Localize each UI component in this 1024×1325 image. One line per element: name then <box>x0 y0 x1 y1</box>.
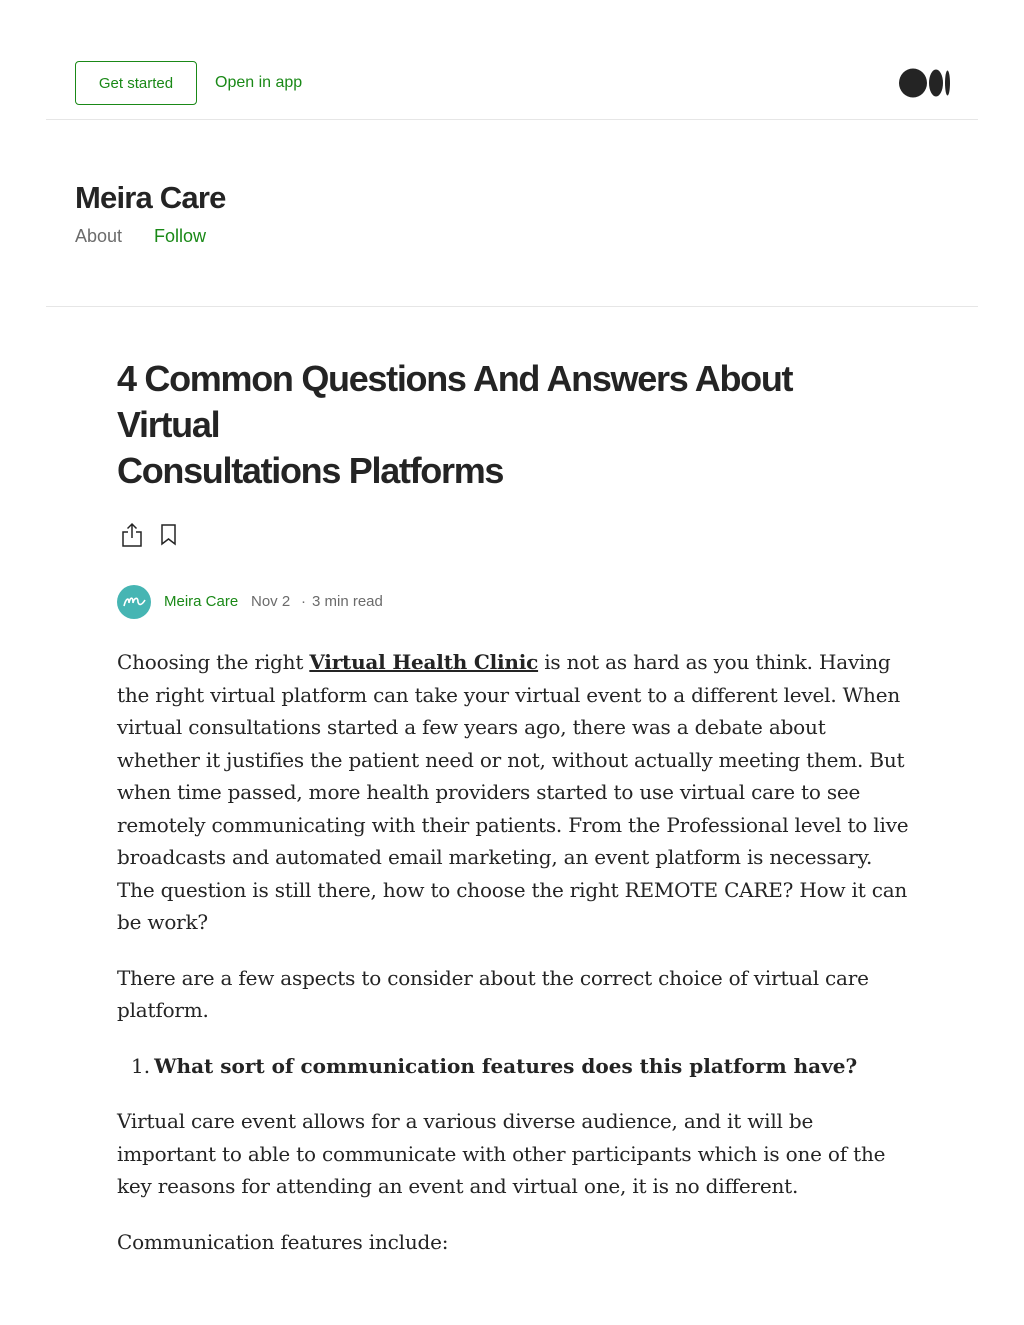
avatar-logo-icon <box>117 585 151 619</box>
paragraph-text: is not as hard as you think. Having the right virtual platform can take your virtual event to a different level. When virtual consultations started a few years ago, there was a debate about whether it justifies the patient need or not, without actually meeting them. But when time passed, more health providers started to use virtual care to see remotely communicating with their patients. From the Professional level to live broadcasts and automated email marketing, an event platform is necessary. The question is still there, how to choose the right REMOTE CARE? How it can be work? <box>117 650 909 934</box>
open-in-app-link[interactable]: Open in app <box>215 74 303 91</box>
article-title <box>117 356 912 494</box>
paragraph-text: Choosing the right <box>117 650 310 674</box>
article-title-line: Virtual <box>117 404 220 445</box>
virtual-health-clinic-link[interactable]: Virtual Health Clinic <box>309 650 539 674</box>
list-item-text: What sort of communication features does this platform have? <box>154 1053 858 1078</box>
list-item-number: 1. <box>131 1053 151 1078</box>
numbered-list <box>131 1050 912 1083</box>
article-header <box>117 356 912 494</box>
article-byline <box>117 585 517 619</box>
share-icon[interactable] <box>120 522 144 548</box>
read-time: 3 min read <box>312 593 383 610</box>
author-avatar[interactable] <box>117 585 151 619</box>
paragraph: There are a few aspects to consider about the correct choice of virtual care platform. <box>117 965 869 1022</box>
publication-title[interactable]: Meira Care <box>75 180 226 215</box>
medium-logo-icon[interactable] <box>899 68 951 98</box>
paragraph <box>117 646 912 939</box>
publication-header <box>46 120 978 307</box>
article-title-line: 4 Common Questions And Answers About <box>117 358 793 399</box>
follow-link[interactable]: Follow <box>154 226 207 246</box>
list-item <box>131 1050 912 1083</box>
author-name-link[interactable]: Meira Care <box>164 593 239 610</box>
top-navigation-bar <box>46 0 978 120</box>
paragraph: Communication features include: <box>117 1229 449 1254</box>
get-started-button[interactable]: Get started <box>75 61 197 105</box>
article-title-line: Consultations Platforms <box>117 450 504 491</box>
publish-date: Nov 2 <box>251 593 291 610</box>
about-link[interactable]: About <box>75 226 123 246</box>
paragraph: Virtual care event allows for a various diverse audience, and it will be important to able to communicate with other participants which is one of the key reasons for attending an event and virtual one, it is no different. <box>117 1109 886 1198</box>
article-body <box>117 646 912 1281</box>
byline-separator: · <box>301 593 306 610</box>
bookmark-icon[interactable] <box>157 522 181 548</box>
